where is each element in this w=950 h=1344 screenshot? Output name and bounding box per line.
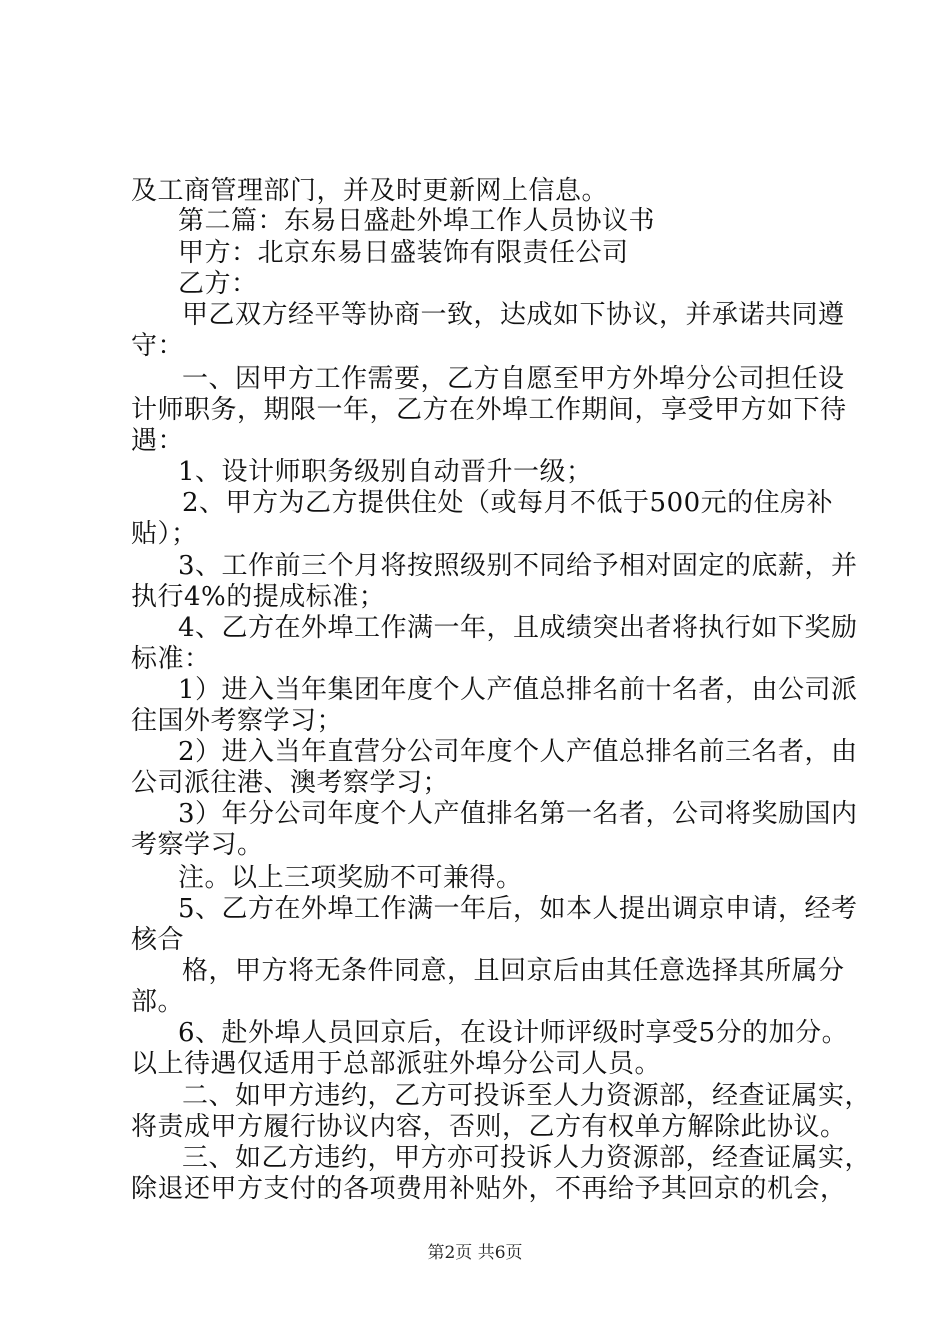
- paragraph-line: 将责成甲方履行协议内容，否则，乙方有权单方解除此协议。: [131, 1112, 847, 1142]
- paragraph-line: 二、如甲方违约，乙方可投诉至人力资源部，经查证属实，: [182, 1081, 872, 1111]
- paragraph-line: 注。以上三项奖励不可兼得。: [178, 863, 523, 893]
- paragraph-line: 执行4%的提成标准；: [131, 582, 386, 612]
- paragraph-line: 6、赴外埠人员回京后，在设计师评级时享受5分的加分。: [178, 1018, 849, 1048]
- paragraph-line: 1）进入当年集团年度个人产值总排名前十名者，由公司派: [178, 675, 858, 705]
- paragraph-line: 5、乙方在外埠工作满一年后，如本人提出调京申请，经考: [178, 894, 858, 924]
- paragraph-line: 1、设计师职务级别自动晋升一级；: [178, 457, 593, 487]
- paragraph-line: 往国外考察学习；: [131, 706, 344, 736]
- paragraph-line: 计师职务，期限一年，乙方在外埠工作期间，享受甲方如下待: [131, 395, 847, 425]
- paragraph-line: 部。: [131, 987, 185, 1017]
- paragraph-line: 甲乙双方经平等协商一致，达成如下协议，并承诺共同遵: [182, 300, 845, 330]
- paragraph-line: 守：: [131, 331, 185, 361]
- paragraph-line: 考察学习。: [131, 830, 264, 860]
- paragraph-line: 第二篇：东易日盛赴外埠工作人员协议书: [178, 206, 656, 236]
- paragraph-line: 以上待遇仅适用于总部派驻外埠分公司人员。: [131, 1049, 662, 1079]
- paragraph-line: 除退还甲方支付的各项费用补贴外，不再给予其回京的机会，: [131, 1174, 847, 1204]
- paragraph-line: 及工商管理部门，并及时更新网上信息。: [131, 176, 609, 206]
- paragraph-line: 公司派往港、澳考察学习；: [131, 768, 450, 798]
- paragraph-line: 一、因甲方工作需要，乙方自愿至甲方外埠分公司担任设: [182, 364, 845, 394]
- paragraph-line: 2、甲方为乙方提供住处（或每月不低于500元的住房补: [182, 488, 834, 518]
- paragraph-line: 标准：: [131, 644, 211, 674]
- paragraph-line: 2）进入当年直营分公司年度个人产值总排名前三名者，由: [178, 737, 858, 767]
- paragraph-line: 甲方：北京东易日盛装饰有限责任公司: [178, 238, 629, 268]
- paragraph-line: 4、乙方在外埠工作满一年，且成绩突出者将执行如下奖励: [178, 613, 858, 643]
- paragraph-line: 格，甲方将无条件同意，且回京后由其任意选择其所属分: [182, 956, 845, 986]
- paragraph-line: 乙方：: [178, 269, 258, 299]
- page-footer: 第2页 共6页: [427, 1243, 523, 1263]
- paragraph-line: 遇：: [131, 426, 185, 456]
- paragraph-line: 3）年分公司年度个人产值排名第一名者，公司将奖励国内: [178, 799, 858, 829]
- paragraph-line: 贴）；: [131, 519, 198, 549]
- paragraph-line: 核合: [131, 925, 185, 955]
- paragraph-line: 3、工作前三个月将按照级别不同给予相对固定的底薪，并: [178, 551, 858, 581]
- paragraph-line: 三、如乙方违约，甲方亦可投诉人力资源部，经查证属实，: [182, 1143, 872, 1173]
